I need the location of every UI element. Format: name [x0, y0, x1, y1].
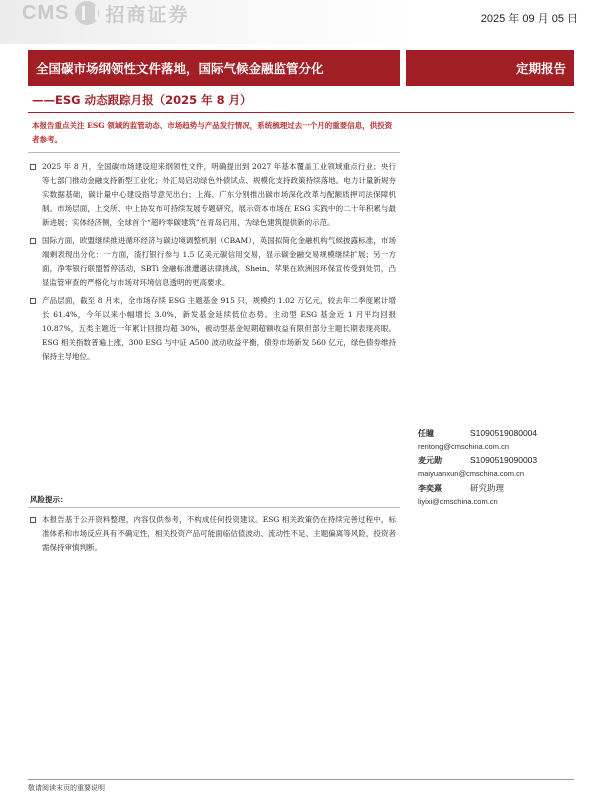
- analyst-email[interactable]: maiyuanxun@cmschina.com.cn: [418, 469, 524, 478]
- key-point-text: 2025 年 8 月，全国碳市场建设迎来纲领性文件，明确提出到 2027 年基本覆盖工业领域重点行业；央行等七部门推动金融支持新型工业化；外汇局启动绿色外债试点、规模化支持政策持续落地。电力计量新规夯实数据基础，碳计量中心建设指导意见出台；上海、广东分别推出碳市场深化改革与配额质押司法保障机制。市场层面，上交所、中上协发布可持续发展专题研究，展示资本市场在 ESG 实践中的二十年积累与最新进展；实体经济侧，全球首个“超吟零碳建筑”在青岛启用，为绿色建筑提供新的示范。: [42, 162, 396, 227]
- footer-note: 敬请阅读末页的重要说明: [28, 784, 105, 792]
- analyst-name: 任瞳: [418, 429, 434, 438]
- analyst-name: 李奕熹: [418, 484, 442, 493]
- key-point-text: 产品层面，截至 8 月末，全市场存续 ESG 主题基金 915 只，规模约 1.02 万亿元，较去年二季度累计增长 61.4%，今年以来小幅增长 3.0%，新发基金延续低位态势。主动型 ESG 基金近 1 月平均回报 10.87%，五类主题近一年累计回报均超 30%，被动型基金短期超额收益有限但部分主题长期表现亮眼。ESG 相关指数普遍上涨，300 ESG 与中证 A500 波动收益平衡，债券市场新发 560 亿元，绿色债券维持保持主导地位。: [42, 296, 396, 361]
- analyst-cert: S1090519080004: [470, 428, 538, 438]
- report-subtitle: ——ESG 动态跟踪月报（2025 年 8 月）: [28, 91, 574, 113]
- analyst-email[interactable]: rentong@cmschina.com.cn: [418, 442, 509, 451]
- intro-summary: 本报告重点关注 ESG 领域的监管动态、市场趋势与产品发行情况，系统梳理过去一个月的重要信息，供投资者参考。: [32, 121, 393, 144]
- analyst: [418, 428, 578, 451]
- analyst-role: 研究助理: [470, 483, 505, 493]
- report-type: 定期报告: [406, 50, 574, 86]
- key-point-text: 国际方面，欧盟继续推进循环经济与碳边境调整机制（CBAM），英国拟简化金融机构气候披露标准，市场端剩表现出分化：一方面，渣打银行参与 1.5 亿美元碳信用交易，显示碳金融交易规模继续扩展；另一方面，净零银行联盟暂停活动，SBTi 金融标准遭遇法律挑战，Shein、苹果在欧洲因环保宣传受到处罚，凸显监管审查的严格化与市场对环境信息透明的更高要求。: [42, 236, 396, 287]
- key-point: [30, 234, 396, 290]
- report-title: 全国碳市场纲领性文件落地，国际气候金融监管分化: [28, 50, 400, 86]
- risk-text: 本报告基于公开资料整理，内容仅供参考，不构成任何投资建议。ESG 相关政策仍在持续完善过程中，标准体系和市场反应具有不确定性，相关投资产品可能面临估值波动、流动性不足、主题偏离等风险，投资者需保持审慎判断。: [42, 515, 396, 552]
- divider: [28, 507, 400, 508]
- logo-mark-icon: [75, 1, 99, 25]
- key-point: [30, 294, 396, 364]
- risk-item: [30, 513, 396, 555]
- bullet-square-icon: [30, 517, 36, 523]
- risk-heading: 风险提示：: [30, 495, 68, 504]
- analyst: [418, 455, 578, 478]
- analyst-email[interactable]: liyixi@cmschina.com.cn: [418, 497, 498, 506]
- bullet-square-icon: [30, 298, 36, 304]
- analyst-name: 麦元勋: [418, 456, 442, 465]
- risk-section: [30, 513, 396, 559]
- analyst-list: [418, 428, 578, 510]
- analyst-cert: S1090519090003: [470, 455, 538, 465]
- footer-divider: [28, 779, 574, 780]
- cms-logo: [22, 0, 189, 26]
- bullet-square-icon: [30, 164, 36, 170]
- logo-text: CMS: [22, 1, 70, 24]
- divider: [28, 152, 400, 153]
- report-date: 2025 年 09 月 05 日: [480, 13, 578, 25]
- key-points: [30, 160, 396, 368]
- logo-cn-text: 招商证券: [105, 3, 190, 26]
- analyst: [418, 482, 578, 506]
- key-point: [30, 160, 396, 230]
- bullet-square-icon: [30, 238, 36, 244]
